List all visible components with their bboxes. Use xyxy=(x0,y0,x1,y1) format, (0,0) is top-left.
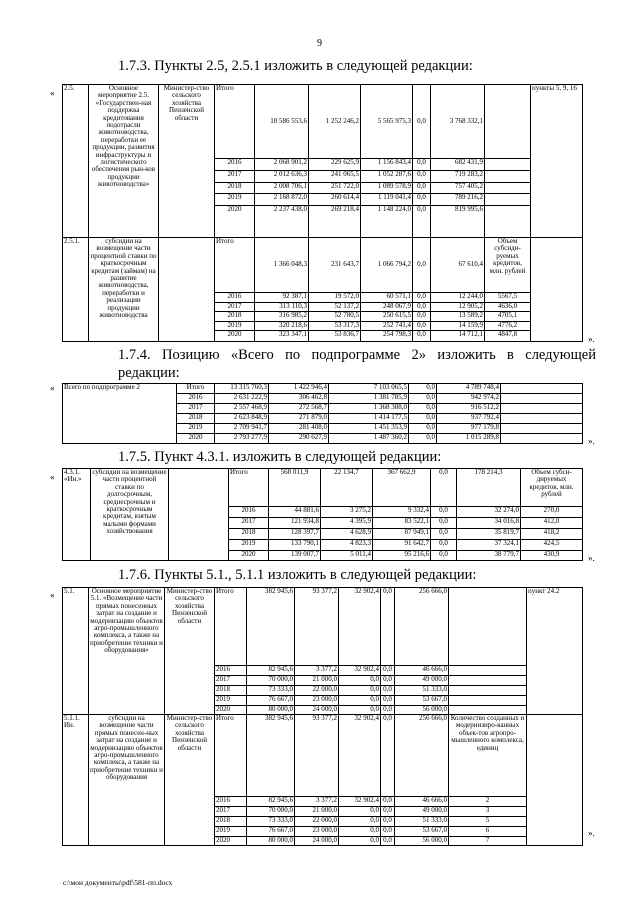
year-cell: 2016 xyxy=(215,159,255,171)
value-cell: 0,0 xyxy=(381,827,395,837)
value-cell: 92 387,1 xyxy=(255,293,309,303)
value-cell: 0,0 xyxy=(413,85,431,159)
value-cell: 35 819,7 xyxy=(457,529,521,540)
year-cell: 2018 xyxy=(215,312,255,322)
year-cell: Итого xyxy=(215,237,255,292)
indicator-cell: 5 xyxy=(449,817,527,827)
value-cell: 0,0 xyxy=(339,827,381,837)
value-cell: 916 512,2 xyxy=(437,404,501,414)
value-cell: 281 408,0 xyxy=(269,424,329,434)
year-cell: 2016 xyxy=(215,797,247,807)
table-1-7-6 xyxy=(62,587,583,846)
year-cell: 2017 xyxy=(229,518,269,529)
section-heading-1-7-3: 1.7.3. Пункты 2.5, 2.5.1 изложить в следующей редакции: xyxy=(118,58,473,74)
year-cell: 2020 xyxy=(215,206,255,238)
value-cell: 52 780,5 xyxy=(309,312,361,322)
item-number: 2.5. xyxy=(63,85,89,238)
value-cell: 32 902,4 xyxy=(339,666,381,676)
value-cell: 0,0 xyxy=(409,404,437,414)
value-cell: 2 237 438,0 xyxy=(255,206,309,238)
value-cell: 2 631 222,9 xyxy=(215,394,269,404)
value-cell: 121 934,8 xyxy=(269,518,321,529)
value-cell: 46 666,0 xyxy=(395,666,449,676)
value-cell: 67 610,4 xyxy=(431,237,485,292)
value-cell: 2 068 901,2 xyxy=(255,159,309,171)
year-cell: 2017 xyxy=(215,807,247,817)
value-cell: 682 431,9 xyxy=(431,159,485,171)
value-cell: 0,0 xyxy=(409,424,437,434)
value-cell: 0,0 xyxy=(409,414,437,424)
value-cell: 1 252 246,2 xyxy=(309,85,361,159)
value-cell: 0,0 xyxy=(381,588,395,666)
value-cell: 93 377,2 xyxy=(295,715,339,797)
year-cell: 2018 xyxy=(215,817,247,827)
value-cell: 0,0 xyxy=(431,469,457,507)
indicator-cell xyxy=(485,85,531,159)
indicator-cell xyxy=(485,171,531,183)
value-cell: 4 789 748,4 xyxy=(437,384,501,394)
value-cell: 13 315 760,3 xyxy=(215,384,269,394)
executor xyxy=(159,237,215,341)
close-quote: ». xyxy=(588,334,595,344)
value-cell: 1 487 360,2 xyxy=(329,434,409,444)
value-cell: 316 985,2 xyxy=(255,312,309,322)
year-cell: 2018 xyxy=(177,414,215,424)
close-quote: ». xyxy=(588,553,595,563)
value-cell: 46 666,0 xyxy=(395,797,449,807)
value-cell: 252 741,4 xyxy=(361,321,413,331)
indicator-cell: 270,0 xyxy=(521,507,583,518)
value-cell: 254 798,3 xyxy=(361,331,413,342)
table-1-7-3 xyxy=(62,84,583,342)
indicator-cell: 5567,5 xyxy=(485,293,531,303)
year-cell: 2019 xyxy=(215,827,247,837)
indicator-cell xyxy=(449,676,527,686)
table-row xyxy=(63,469,583,507)
value-cell: 139 007,7 xyxy=(269,551,321,561)
table-row xyxy=(63,237,583,292)
value-cell: 87 949,1 xyxy=(373,529,431,540)
value-cell: 1 052 287,6 xyxy=(361,171,413,183)
value-cell: 24 000,0 xyxy=(295,706,339,715)
indicator-cell: 4847,8 xyxy=(485,331,531,342)
value-cell: 2 168 872,0 xyxy=(255,194,309,206)
value-cell: 2 793 277,9 xyxy=(215,434,269,444)
item-number: 2.5.1. xyxy=(63,237,89,341)
value-cell: 382 945,6 xyxy=(247,715,295,797)
value-cell: 0,0 xyxy=(409,434,437,444)
value-cell: 0,0 xyxy=(381,715,395,797)
value-cell: 73 333,0 xyxy=(247,817,295,827)
indicator-cell xyxy=(449,666,527,676)
value-cell: 23 000,0 xyxy=(295,696,339,706)
value-cell: 1 015 289,8 xyxy=(437,434,501,444)
value-cell: 93 377,2 xyxy=(295,588,339,666)
value-cell: 82 945,6 xyxy=(247,797,295,807)
year-cell: 2016 xyxy=(215,293,255,303)
value-cell: 32 274,0 xyxy=(457,507,521,518)
value-cell: 0,0 xyxy=(381,706,395,715)
value-cell: 367 662,9 xyxy=(373,469,431,507)
year-cell: 2020 xyxy=(215,706,247,715)
value-cell: 22 000,0 xyxy=(295,817,339,827)
value-cell: 937 792,4 xyxy=(437,414,501,424)
indicator-cell xyxy=(485,182,531,194)
executor xyxy=(169,469,229,561)
value-cell: 0,0 xyxy=(431,529,457,540)
value-cell: 44 881,6 xyxy=(269,507,321,518)
section-heading-1-7-5: 1.7.5. Пункт 4.3.1. изложить в следующей редакции: xyxy=(118,449,442,465)
value-cell: 0,0 xyxy=(413,182,431,194)
year-cell: Итого xyxy=(215,715,247,797)
value-cell: 0,0 xyxy=(413,302,431,312)
value-cell: 37 324,1 xyxy=(457,540,521,551)
table-row xyxy=(63,85,583,159)
value-cell: 0,0 xyxy=(339,676,381,686)
value-cell: 178 214,3 xyxy=(457,469,521,507)
section-heading-1-7-6: 1.7.6. Пункты 5.1., 5.1.1 изложить в следующей редакции: xyxy=(118,567,477,583)
value-cell: 0,0 xyxy=(339,817,381,827)
value-cell: 34 016,8 xyxy=(457,518,521,529)
indicator-cell: 7 xyxy=(449,837,527,846)
value-cell: 250 615,5 xyxy=(361,312,413,322)
value-cell: 2 012 636,3 xyxy=(255,171,309,183)
value-cell: 73 333,0 xyxy=(247,686,295,696)
executor: Министер-ство сельского хозяйства Пензенской области xyxy=(159,85,215,238)
year-cell: 2019 xyxy=(215,194,255,206)
value-cell: 3 377,2 xyxy=(295,797,339,807)
item-name: субсидии на возмещение части процентной ставки по краткосрочным кредитам (займам) на развитие животноводства, переработки и реализации продукции животноводства xyxy=(89,237,159,341)
value-cell: 128 397,7 xyxy=(269,529,321,540)
value-cell: 60 571,1 xyxy=(361,293,413,303)
note-cell xyxy=(527,715,583,846)
value-cell: 3 377,2 xyxy=(295,666,339,676)
item-name: субсидии на возмещение части процентной ставки по долгосрочным, среднесрочным и краткосрочным кредитам, взятым малыми формами хозяйствования xyxy=(91,469,169,561)
value-cell: 7 103 065,5 xyxy=(329,384,409,394)
executor: Министер-ство сельского хозяйства Пензенской области xyxy=(165,715,215,846)
value-cell: 95 216,6 xyxy=(373,551,431,561)
open-quote: « xyxy=(50,472,55,482)
value-cell: 52 137,2 xyxy=(309,302,361,312)
value-cell: 70 000,0 xyxy=(247,676,295,686)
value-cell: 2 709 941,7 xyxy=(215,424,269,434)
value-cell: 789 216,2 xyxy=(431,194,485,206)
table-row xyxy=(63,588,583,666)
year-cell: 2017 xyxy=(215,302,255,312)
value-cell: 0,0 xyxy=(413,206,431,238)
value-cell: 51 333,0 xyxy=(395,817,449,827)
value-cell: 0,0 xyxy=(413,312,431,322)
value-cell: 82 945,6 xyxy=(247,666,295,676)
value-cell: 0,0 xyxy=(339,837,381,846)
open-quote: « xyxy=(50,590,55,600)
value-cell: 248 067,9 xyxy=(361,302,413,312)
executor: Министер-ство сельского хозяйства Пензенской области xyxy=(165,588,215,715)
total-label: Всего по подпрограмме 2 xyxy=(63,384,177,444)
value-cell: 14 159,9 xyxy=(431,321,485,331)
value-cell: 568 011,9 xyxy=(269,469,321,507)
item-number: 5.1.1. Ин. xyxy=(63,715,89,846)
value-cell: 0,0 xyxy=(409,394,437,404)
indicator-cell: 3 xyxy=(449,807,527,817)
note-cell xyxy=(531,237,583,341)
value-cell: 4 628,9 xyxy=(321,529,373,540)
value-cell: 5 011,4 xyxy=(321,551,373,561)
value-cell: 323 347,1 xyxy=(255,331,309,342)
value-cell: 382 945,6 xyxy=(247,588,295,666)
value-cell: 91 642,7 xyxy=(373,540,431,551)
year-cell: 2017 xyxy=(215,676,247,686)
value-cell: 1 148 224,0 xyxy=(361,206,413,238)
blank-cell xyxy=(501,414,583,424)
value-cell: 0,0 xyxy=(339,807,381,817)
year-cell: Итого xyxy=(215,588,247,666)
value-cell: 1 381 785,9 xyxy=(329,394,409,404)
value-cell: 0,0 xyxy=(381,837,395,846)
value-cell: 0,0 xyxy=(431,507,457,518)
value-cell: 251 722,0 xyxy=(309,182,361,194)
year-cell: 2019 xyxy=(215,321,255,331)
value-cell: 1 366 048,3 xyxy=(255,237,309,292)
value-cell: 977 179,8 xyxy=(437,424,501,434)
value-cell: 0,0 xyxy=(381,696,395,706)
value-cell: 271 879,0 xyxy=(269,414,329,424)
year-cell: 2018 xyxy=(215,686,247,696)
indicator-cell xyxy=(485,159,531,171)
value-cell: 21 000,0 xyxy=(295,676,339,686)
table-row xyxy=(63,384,583,394)
indicator-cell xyxy=(449,696,527,706)
value-cell: 0,0 xyxy=(409,384,437,394)
value-cell: 53 836,7 xyxy=(309,331,361,342)
value-cell: 0,0 xyxy=(381,686,395,696)
close-quote: ». xyxy=(588,828,595,838)
value-cell: 0,0 xyxy=(431,518,457,529)
value-cell: 0,0 xyxy=(381,807,395,817)
indicator-cell: 418,2 xyxy=(521,529,583,540)
indicator-cell xyxy=(485,194,531,206)
open-quote: « xyxy=(50,88,55,98)
value-cell: 1 089 578,9 xyxy=(361,182,413,194)
value-cell: 14 712,1 xyxy=(431,331,485,342)
year-cell: 2016 xyxy=(177,394,215,404)
blank-cell xyxy=(501,404,583,414)
value-cell: 260 614,4 xyxy=(309,194,361,206)
value-cell: 32 902,4 xyxy=(339,715,381,797)
value-cell: 1 422 946,4 xyxy=(269,384,329,394)
value-cell: 22 000,0 xyxy=(295,686,339,696)
blank-cell xyxy=(501,394,583,404)
blank-cell xyxy=(501,434,583,444)
value-cell: 0,0 xyxy=(413,194,431,206)
value-cell: 21 000,0 xyxy=(295,807,339,817)
item-number: 4.3.1. «Ин.» xyxy=(63,469,91,561)
value-cell: 2 623 848,9 xyxy=(215,414,269,424)
item-number: 5.1. xyxy=(63,588,89,715)
value-cell: 1 368 388,0 xyxy=(329,404,409,414)
value-cell: 70 000,0 xyxy=(247,807,295,817)
value-cell: 0,0 xyxy=(413,321,431,331)
value-cell: 256 666,0 xyxy=(395,588,449,666)
value-cell: 12 244,0 xyxy=(431,293,485,303)
value-cell: 9 332,4 xyxy=(373,507,431,518)
value-cell: 290 627,9 xyxy=(269,434,329,444)
value-cell: 56 000,0 xyxy=(395,837,449,846)
value-cell: 32 902,4 xyxy=(339,797,381,807)
indicator-cell: 424,5 xyxy=(521,540,583,551)
value-cell: 0,0 xyxy=(381,797,395,807)
year-cell: 2018 xyxy=(229,529,269,540)
value-cell: 313 110,3 xyxy=(255,302,309,312)
value-cell: 229 625,9 xyxy=(309,159,361,171)
year-cell: 2017 xyxy=(177,404,215,414)
value-cell: 38 779,7 xyxy=(457,551,521,561)
value-cell: 3 768 332,1 xyxy=(431,85,485,159)
note-cell: пункты 5, 9, 16 xyxy=(531,85,583,238)
value-cell: 133 790,1 xyxy=(269,540,321,551)
year-cell: 2019 xyxy=(229,540,269,551)
page-number: 9 xyxy=(317,38,322,49)
value-cell: 51 333,0 xyxy=(395,686,449,696)
value-cell: 1 119 041,4 xyxy=(361,194,413,206)
value-cell: 80 000,0 xyxy=(247,837,295,846)
value-cell: 19 572,0 xyxy=(309,293,361,303)
blank-cell xyxy=(501,384,583,394)
value-cell: 24 000,0 xyxy=(295,837,339,846)
value-cell: 56 000,0 xyxy=(395,706,449,715)
value-cell: 819 995,6 xyxy=(431,206,485,238)
indicator-cell: Количество созданных и модернизиро-ванных объек-тов агропро-мышленного комплекса, единиц xyxy=(449,715,527,797)
value-cell: 49 000,0 xyxy=(395,807,449,817)
year-cell: Итого xyxy=(177,384,215,394)
value-cell: 1 066 794,2 xyxy=(361,237,413,292)
indicator-cell xyxy=(449,588,527,666)
value-cell: 12 905,2 xyxy=(431,302,485,312)
year-cell: 2018 xyxy=(215,182,255,194)
year-cell: 2017 xyxy=(215,171,255,183)
value-cell: 53 667,0 xyxy=(395,827,449,837)
indicator-cell: 4705,1 xyxy=(485,312,531,322)
value-cell: 0,0 xyxy=(413,331,431,342)
value-cell: 49 000,0 xyxy=(395,676,449,686)
indicator-cell xyxy=(449,706,527,715)
value-cell: 269 218,4 xyxy=(309,206,361,238)
section-heading-1-7-4: 1.7.4. Позицию «Всего по подпрограмме 2» изложить в следующей редакции: xyxy=(118,347,596,381)
indicator-cell: 6 xyxy=(449,827,527,837)
year-cell: Итого xyxy=(215,85,255,159)
value-cell: 0,0 xyxy=(381,666,395,676)
value-cell: 53 317,3 xyxy=(309,321,361,331)
value-cell: 0,0 xyxy=(339,706,381,715)
value-cell: 272 568,7 xyxy=(269,404,329,414)
value-cell: 306 462,8 xyxy=(269,394,329,404)
indicator-cell: 4776,2 xyxy=(485,321,531,331)
indicator-cell: 430,9 xyxy=(521,551,583,561)
value-cell: 320 218,6 xyxy=(255,321,309,331)
table-1-7-5 xyxy=(62,468,583,561)
value-cell: 76 667,0 xyxy=(247,696,295,706)
item-name: Основное мероприятие 2.5. «Государствен-ная поддержка кредитования подотрасли животноводства, переработки ее продукции, развития инфраструктуры и логистического обеспечения рын-ков продукции животноводства» xyxy=(89,85,159,238)
indicator-cell: 4636,0 xyxy=(485,302,531,312)
blank-cell xyxy=(501,424,583,434)
year-cell: 2019 xyxy=(215,696,247,706)
table-row xyxy=(63,715,583,797)
value-cell: 53 667,0 xyxy=(395,696,449,706)
table-1-7-4 xyxy=(62,383,583,444)
value-cell: 942 974,2 xyxy=(437,394,501,404)
value-cell: 0,0 xyxy=(339,686,381,696)
value-cell: 83 522,1 xyxy=(373,518,431,529)
year-cell: 2020 xyxy=(177,434,215,444)
year-cell: 2016 xyxy=(215,666,247,676)
value-cell: 0,0 xyxy=(339,696,381,706)
value-cell: 231 643,7 xyxy=(309,237,361,292)
close-quote: ». xyxy=(588,436,595,446)
footer-file-path: c:\мои документы\pdf\581-пп.docx xyxy=(63,878,173,887)
year-cell: Итого xyxy=(229,469,269,507)
value-cell: 0,0 xyxy=(413,293,431,303)
value-cell: 4 823,3 xyxy=(321,540,373,551)
value-cell: 719 283,2 xyxy=(431,171,485,183)
value-cell: 13 589,2 xyxy=(431,312,485,322)
year-cell: 2020 xyxy=(229,551,269,561)
value-cell: 2 008 706,1 xyxy=(255,182,309,194)
value-cell: 23 000,0 xyxy=(295,827,339,837)
indicator-cell: 412,0 xyxy=(521,518,583,529)
value-cell: 1 414 177,5 xyxy=(329,414,409,424)
value-cell: 0,0 xyxy=(381,676,395,686)
value-cell: 0,0 xyxy=(413,171,431,183)
value-cell: 80 000,0 xyxy=(247,706,295,715)
value-cell: 1 156 843,4 xyxy=(361,159,413,171)
item-name: Основное мероприятие 5.1. «Возмещение части прямых понесенных затрат на создание и модернизацию объектов агро-промышленного комплекса, а также на приобретение техники и оборудования» xyxy=(89,588,165,715)
value-cell: 32 902,4 xyxy=(339,588,381,666)
value-cell: 5 565 975,3 xyxy=(361,85,413,159)
value-cell: 0,0 xyxy=(431,540,457,551)
indicator-cell: 2 xyxy=(449,797,527,807)
value-cell: 2 557 468,9 xyxy=(215,404,269,414)
note-cell: пункт 24.2 xyxy=(527,588,583,715)
year-cell: 2020 xyxy=(215,837,247,846)
open-quote: « xyxy=(50,383,55,393)
value-cell: 3 275,2 xyxy=(321,507,373,518)
year-cell: 2019 xyxy=(177,424,215,434)
year-cell: 2020 xyxy=(215,331,255,342)
value-cell: 241 065,5 xyxy=(309,171,361,183)
value-cell: 0,0 xyxy=(413,159,431,171)
value-cell: 0,0 xyxy=(381,817,395,827)
value-cell: 0,0 xyxy=(431,551,457,561)
value-cell: 10 586 553,6 xyxy=(255,85,309,159)
indicator-cell xyxy=(485,206,531,238)
value-cell: 4 395,9 xyxy=(321,518,373,529)
indicator-cell: Объем субси-дируемых кредитов, млн. рублей xyxy=(521,469,583,507)
value-cell: 76 667,0 xyxy=(247,827,295,837)
indicator-cell xyxy=(449,686,527,696)
value-cell: 256 666,0 xyxy=(395,715,449,797)
value-cell: 22 134,7 xyxy=(321,469,373,507)
year-cell: 2016 xyxy=(229,507,269,518)
item-name: субсидии на возмещение части прямых понесен-ных затрат на создание и модернизацию объектов агро-промышленного комплекса, а также на приобретение техники и оборудования xyxy=(89,715,165,846)
value-cell: 0,0 xyxy=(413,237,431,292)
value-cell: 1 451 353,9 xyxy=(329,424,409,434)
indicator-cell: Объем субсиди-руемых кредитов, млн. рублей xyxy=(485,237,531,292)
value-cell: 757 405,2 xyxy=(431,182,485,194)
